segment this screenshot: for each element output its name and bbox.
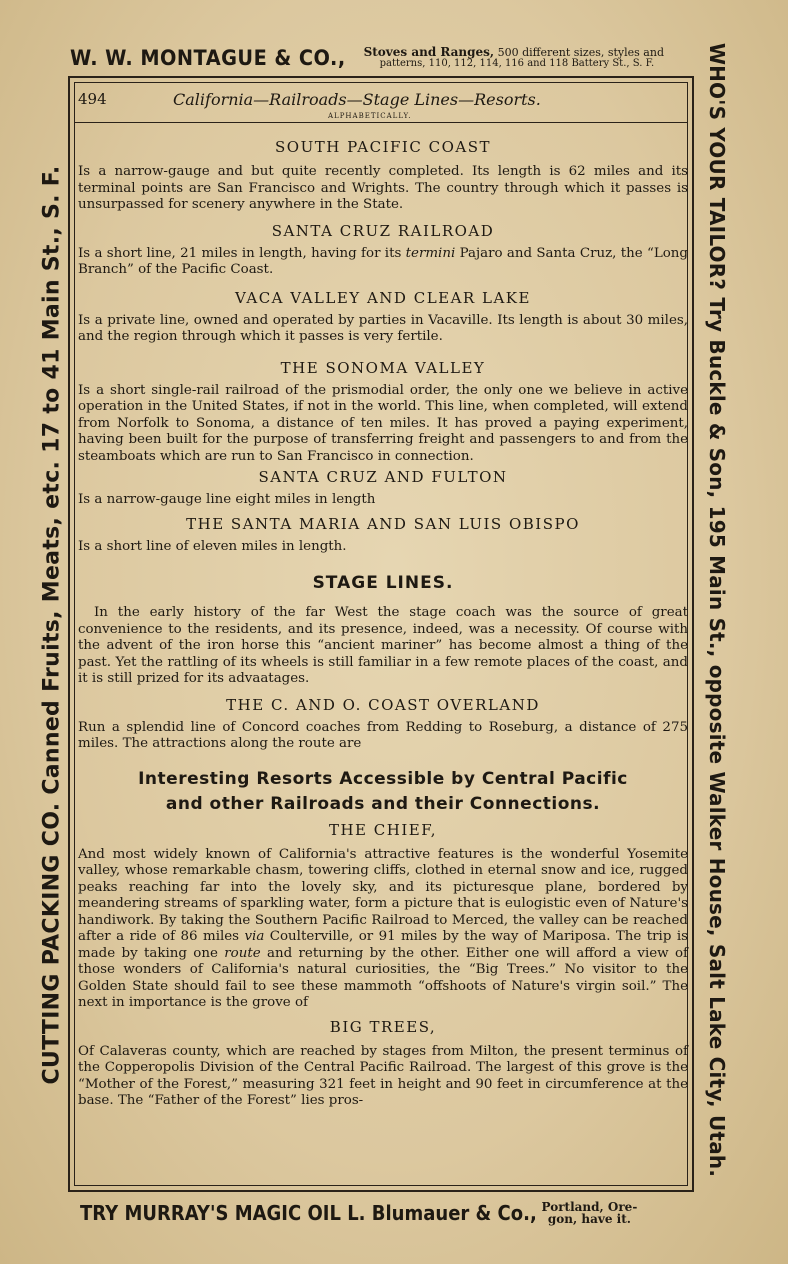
section-heading: THE SANTA MARIA AND SAN LUIS OBISPO: [186, 514, 580, 533]
bottom-advertisement: [80, 1196, 690, 1230]
section-heading: VACA VALLEY AND CLEAR LAKE: [235, 288, 531, 307]
bottom-ad-main: TRY MURRAY'S MAGIC OIL L. Blumauer & Co.,: [80, 1201, 537, 1225]
section-text: In the early history of the far West the stage coach was the source of great convenience to the residents, and its presence, indeed, was a necessity. Of course with the advent of the iron horse this “ancient mariner” has become almost a thing of the past. Yet the rattling of its wheels is still familiar in a few remote places of the coast, and it is still prized for its advaatages.: [78, 605, 688, 686]
running-subtitle: ALPHABETICALLY.: [328, 112, 412, 120]
section-heading: THE SONOMA VALLEY: [280, 358, 486, 377]
section-text: Is a narrow-gauge line eight miles in length: [78, 492, 376, 507]
section-heading: BIG TREES,: [329, 1017, 437, 1036]
running-header: [78, 86, 688, 120]
top-ad-line1-bold: Stoves and Ranges,: [363, 45, 495, 59]
resorts-heading-line1: Interesting Resorts Accessible by Central Pacific: [138, 768, 628, 789]
section-text: Is a private line, owned and operated by parties in Vacaville. Its length is about 30 miles, and the region through which it passes is very fertile.: [78, 312, 688, 344]
resorts-heading-line2: and other Railroads and their Connections.: [165, 793, 601, 814]
section-heading: THE C. AND O. COAST OVERLAND: [226, 695, 540, 714]
section-heading: SANTA CRUZ AND FULTON: [258, 468, 508, 486]
section-heading: SANTA CRUZ RAILROAD: [271, 221, 495, 240]
section-text: And most widely known of California's attractive features is the wonderful Yosemite valley, whose remarkable chasm, towering cliffs, clothed in eternal snow and ice, rugged peaks reaching far into the lovely sky, and its picturesque plane, bordered by meandering streams of sparkling water, form a picture that is eulogistic even of Nature's handiwork. By taking the Southern Pacific Railroad to Merced, the valley can be reached after a ride of 86 miles via Coulterville, or 91 miles by the way of Mariposa. The trip is made by taking one route and returning by the other. Either one will afford a view of those wonders of California's natural curiosities, the “Big Trees.” No visitor to the Golden State should fail to see these mammoth “offshoots of Nature's virgin soil.” The next in importance is the grove of: [78, 846, 688, 1010]
stage-lines-heading: STAGE LINES.: [312, 573, 454, 593]
section-text: Is a narrow-gauge and but quite recently completed. Its length is 62 miles and its terminal points are San Francisco and Wrights. The country through which it passes is unsurpassed for scenery anywhere in the State.: [78, 164, 688, 212]
page-content: [78, 86, 688, 1110]
bottom-ad-small: Portland, Ore- gon, have it.: [541, 1200, 638, 1226]
section-text: Run a splendid line of Concord coaches from Redding to Roseburg, a distance of 275 miles. The attractions along the route are: [78, 719, 688, 751]
top-ad-line1: 500 different sizes, styles and: [494, 46, 664, 59]
section-text: Of Calaveras county, which are reached by stages from Milton, the present terminus of the Copperopolis Division of the Central Pacific Railroad. The largest of this grove is the “Mother of the Forest,” measuring 321 feet in height and 90 feet in circumference at the base. The “Father of the Forest” lies pros-: [78, 1043, 688, 1108]
page-number: 494: [78, 90, 107, 108]
header-rule: [74, 122, 688, 123]
running-title: California—Railroads—Stage Lines—Resorts.: [173, 90, 541, 109]
section-text: Is a short line of eleven miles in length.: [78, 538, 347, 554]
section-text: Is a short line, 21 miles in length, having for its termini Pajaro and Santa Cruz, the “Long Branch” of the Pacific Coast.: [78, 245, 688, 277]
top-ad-line2: patterns, 110, 112, 114, 116 and 118 Battery St., S. F.: [379, 58, 655, 69]
top-ad-firm: W. W. MONTAGUE & CO.,: [70, 46, 346, 70]
section-heading: SOUTH PACIFIC COAST: [275, 138, 491, 156]
top-ad-detail: [364, 47, 664, 69]
left-side-advertisement: CUTTING PACKING CO. Canned Fruits, Meats, etc. 17 to 41 Main St., S. F.: [39, 165, 65, 1085]
section-heading: THE CHIEF,: [328, 820, 438, 839]
section-text: Is a short single-rail railroad of the prismodial order, the only one we believe in active operation in the United States, if not in the world. This line, when completed, will extend from Norfolk to Sonoma, a distance of ten miles. It has proved a paying experiment, having been built for the purpose of transferring freight and passengers to and from the steamboats which are run to San Francisco in connection.: [78, 382, 688, 464]
right-side-advertisement: WHO'S YOUR TAILOR? Try Buckle & Son, 195 Main St., opposite Walker House, Salt Lake City, Utah.: [705, 42, 729, 1178]
top-advertisement: [70, 42, 690, 74]
